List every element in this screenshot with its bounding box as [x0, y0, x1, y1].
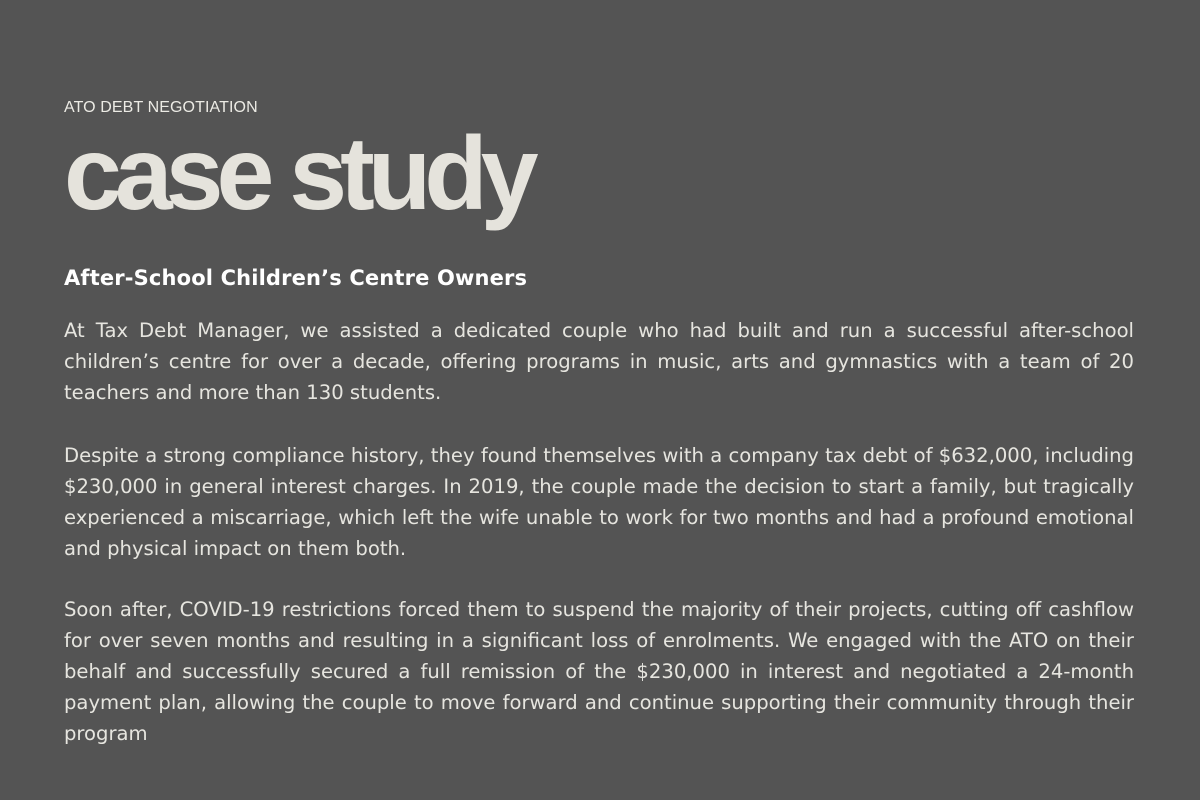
page-title: case study [64, 116, 532, 232]
case-study-page [64, 0, 1134, 800]
paragraph-outcome: Soon after, COVID-19 restrictions forced them to suspend the majority of their projects, cutting off cashflow for over seven months and resulting in a significant loss of enrolments. We engaged with the ATO on their behalf and successfully secured a full remission of the $230,000 in interest and negotiated a 24-month payment plan, allowing the couple to move forward and continue supporting their community through their program [64, 598, 1134, 745]
eyebrow-label: ATO DEBT NEGOTIATION [64, 99, 258, 116]
paragraph-intro: At Tax Debt Manager, we assisted a dedicated couple who had built and run a successful after-school children’s centre for over a decade, offering programs in music, arts and gymnastics with a team of 20 teachers and more than 130 students. [64, 319, 1134, 404]
case-subtitle: After-School Children’s Centre Owners [64, 266, 528, 290]
paragraph-background: Despite a strong compliance history, they found themselves with a company tax debt of $632,000, including $230,000 in general interest charges. In 2019, the couple made the decision to start a family, but tragically experienced a miscarriage, which left the wife unable to work for two months and had a profound emotional and physical impact on them both. [64, 444, 1134, 560]
